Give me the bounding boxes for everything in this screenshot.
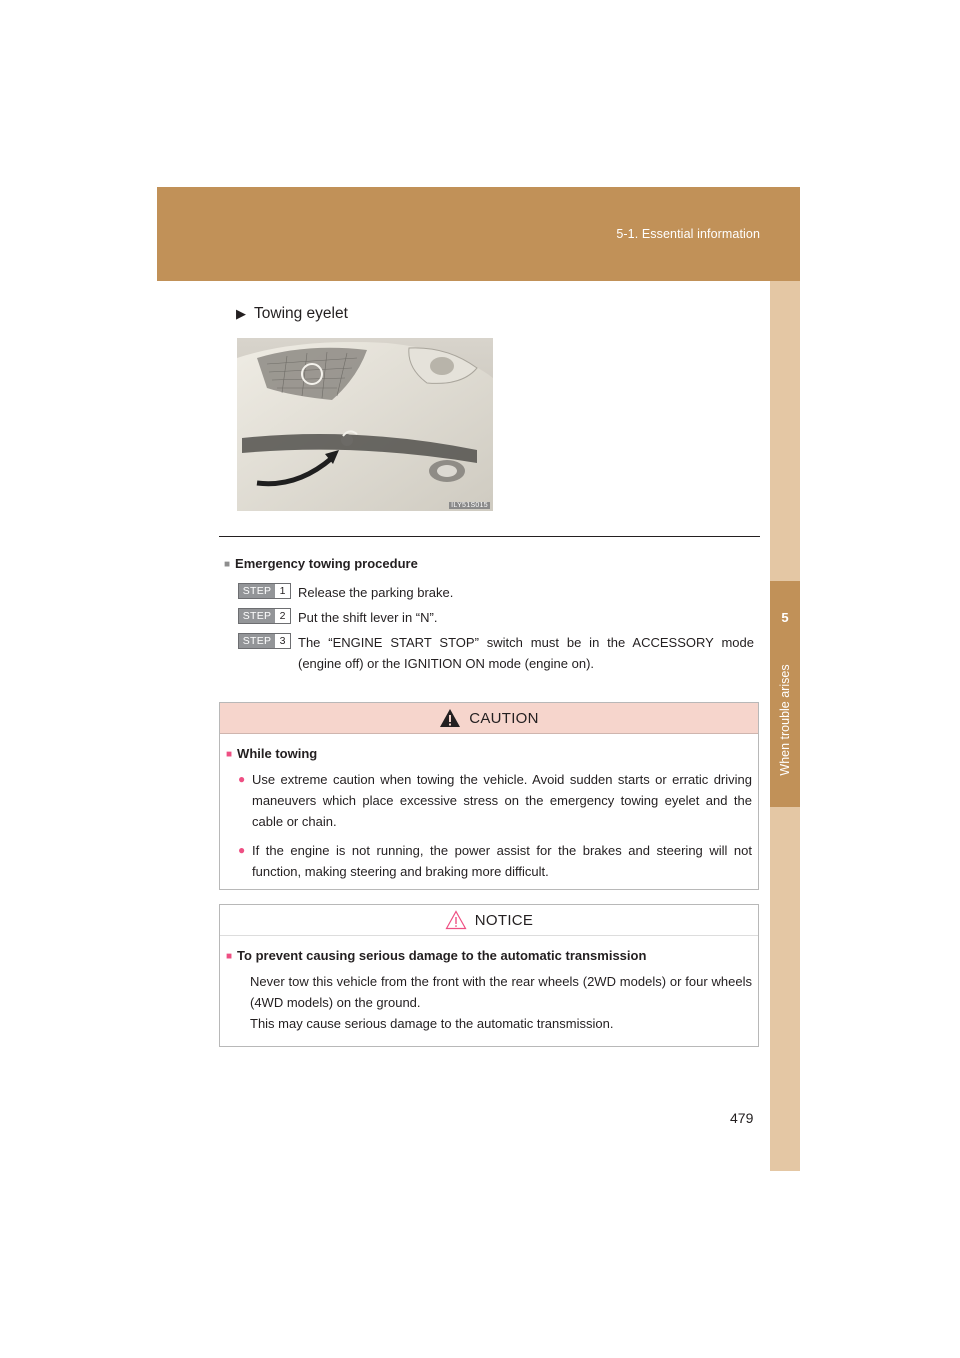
- circle-bullet-icon: ●: [238, 772, 246, 786]
- step-badge: [238, 608, 291, 624]
- square-bullet-icon: ■: [226, 749, 233, 760]
- step-badge: [238, 583, 291, 599]
- step-text: Release the parking brake.: [298, 585, 454, 600]
- header-band: [157, 187, 800, 281]
- caution-box: [219, 702, 759, 890]
- step-text: The “ENGINE START STOP” switch must be in the ACCESSORY mode (engine off) or the IGNITION ON mode (engine on).: [298, 635, 754, 671]
- towing-eyelet-figure: [237, 338, 493, 511]
- step-badge-number: 3: [279, 635, 286, 647]
- caution-subtitle-text: While towing: [237, 746, 318, 761]
- step-badge-number: 1: [279, 585, 286, 597]
- chapter-title-text: When trouble arises: [778, 664, 792, 776]
- triangle-right-icon: ▶: [236, 306, 246, 321]
- step-badge-label: STEP: [239, 634, 275, 648]
- car-front-illustration: [237, 338, 493, 511]
- notice-subtitle-text: To prevent causing serious damage to the automatic transmission: [237, 948, 647, 963]
- notice-text: Never tow this vehicle from the front with the rear wheels (2WD models) or four wheels (4WD models) on the ground.: [250, 974, 752, 1010]
- section-title: 5-1. Essential information: [616, 227, 760, 241]
- divider: [219, 536, 760, 537]
- caution-bullet-text: If the engine is not running, the power assist for the brakes and steering will not function, making steering and braking more difficult.: [252, 843, 752, 879]
- caution-bullet: [226, 769, 752, 832]
- procedure-title-text: Emergency towing procedure: [235, 556, 418, 571]
- procedure-title: [224, 556, 418, 571]
- square-bullet-icon: ■: [224, 559, 231, 570]
- notice-subtitle: [226, 948, 752, 963]
- caution-bullet-text: Use extreme caution when towing the vehicle. Avoid sudden starts or erratic driving maneuvers which place excessive stress on the emergency towing eyelet and the cable or chain.: [252, 772, 752, 829]
- notice-label: NOTICE: [474, 911, 534, 929]
- step-badge: [238, 633, 291, 649]
- page-number: 479: [730, 1110, 754, 1126]
- caution-subtitle: [226, 746, 752, 761]
- notice-header: [220, 905, 758, 936]
- chapter-number: 5: [781, 610, 789, 625]
- caution-label: CAUTION: [469, 709, 539, 727]
- towing-eyelet-heading: [236, 305, 348, 323]
- notice-body: [220, 936, 758, 1044]
- square-bullet-icon: ■: [226, 951, 233, 962]
- warning-outline-icon: [445, 910, 467, 930]
- step-text: Put the shift lever in “N”.: [298, 610, 438, 625]
- notice-text: This may cause serious damage to the automatic transmission.: [250, 1016, 614, 1031]
- figure-code: ILY51S015: [451, 502, 488, 509]
- step-badge-label: STEP: [239, 609, 275, 623]
- warning-icon: [439, 708, 461, 728]
- step-badge-label: STEP: [239, 584, 275, 598]
- caution-bullet: [226, 840, 752, 882]
- circle-bullet-icon: ●: [238, 843, 246, 857]
- step-badge-number: 2: [279, 610, 286, 622]
- caution-header: [220, 703, 758, 734]
- towing-eyelet-heading-text: Towing eyelet: [254, 305, 348, 322]
- chapter-title: [770, 645, 800, 795]
- notice-box: [219, 904, 759, 1047]
- caution-body: [220, 734, 758, 900]
